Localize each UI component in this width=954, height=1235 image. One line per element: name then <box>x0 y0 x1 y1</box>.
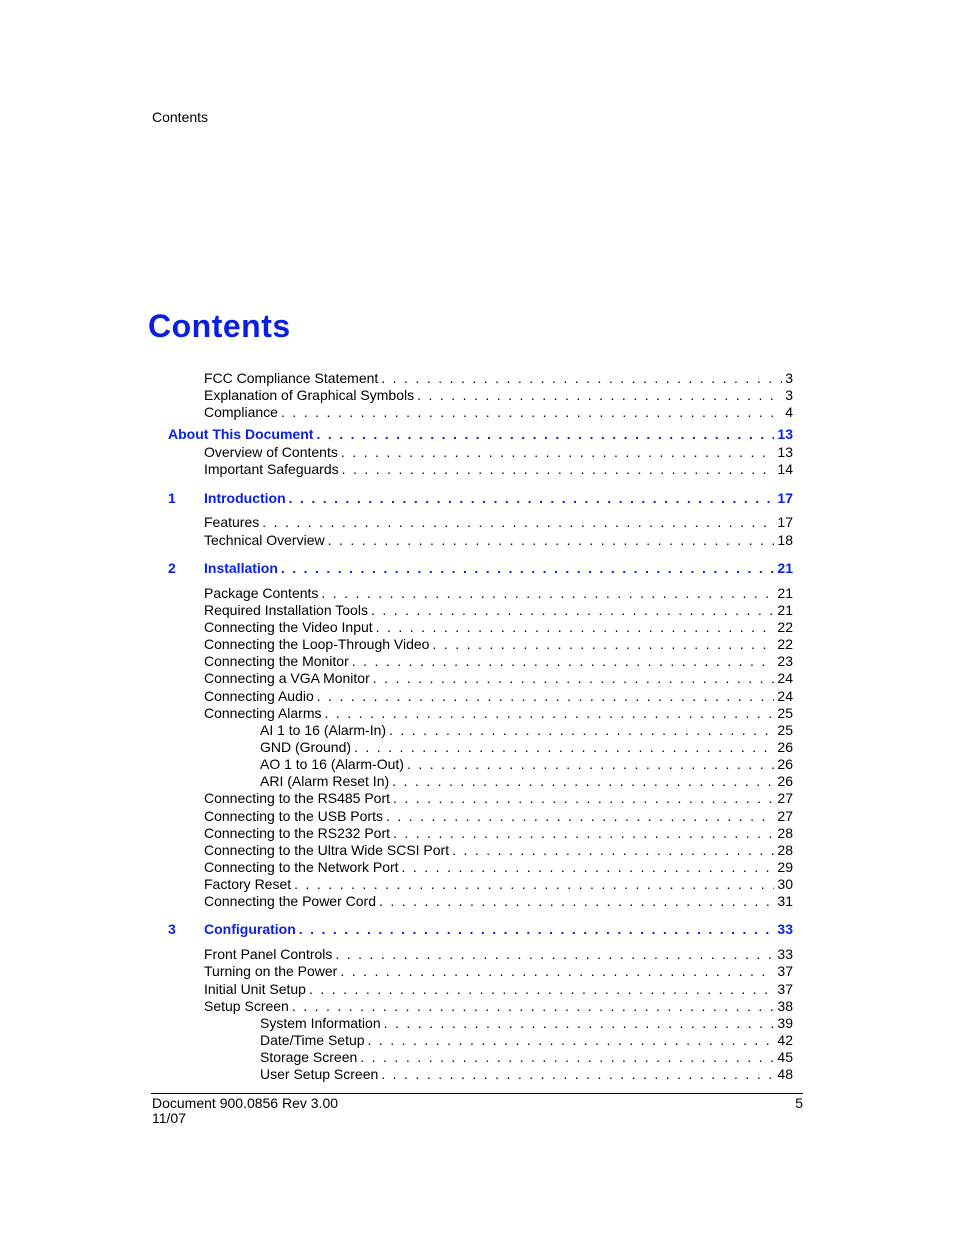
toc-chapter-number: 1 <box>168 490 176 506</box>
toc-page-number: 21 <box>777 602 793 618</box>
toc-page-number: 21 <box>777 560 793 576</box>
toc-section-entry[interactable] <box>204 998 793 1015</box>
toc-entry-title: Connecting to the USB Ports <box>204 808 383 824</box>
toc-section-entry[interactable] <box>204 532 793 549</box>
toc-section-entry[interactable] <box>204 825 793 842</box>
toc-dot-leader <box>281 560 775 577</box>
toc-page-number: 24 <box>777 670 793 686</box>
toc-entry-title: FCC Compliance Statement <box>204 370 379 386</box>
toc-page-number: 13 <box>777 426 793 442</box>
toc-dot-leader <box>379 893 774 910</box>
toc-page-number: 3 <box>785 370 793 386</box>
toc-page-number: 28 <box>777 825 793 841</box>
toc-page-number: 21 <box>777 585 793 601</box>
toc-dot-leader <box>386 808 774 825</box>
toc-section-entry[interactable] <box>204 705 793 722</box>
toc-subsection-entry[interactable] <box>260 739 793 756</box>
toc-dot-leader <box>281 404 782 421</box>
toc-entry-title: System Information <box>260 1015 381 1031</box>
toc-entry-title: AI 1 to 16 (Alarm-In) <box>260 722 387 738</box>
toc-chapter-entry[interactable] <box>168 426 793 443</box>
toc-entry-title: Configuration <box>204 921 296 937</box>
toc-dot-leader <box>393 825 774 842</box>
toc-page-number: 4 <box>785 404 793 420</box>
toc-chapter-entry[interactable] <box>168 490 793 507</box>
toc-section-entry[interactable] <box>204 514 793 531</box>
toc-page-number: 22 <box>777 636 793 652</box>
toc-entry-title: Connecting the Power Cord <box>204 893 376 909</box>
toc-dot-leader <box>432 636 774 653</box>
toc-subsection-entry[interactable] <box>260 1032 793 1049</box>
toc-dot-leader <box>341 444 775 461</box>
toc-dot-leader <box>354 739 774 756</box>
toc-dot-leader <box>316 426 774 443</box>
document-date: 11/07 <box>152 1110 186 1126</box>
toc-chapter-entry[interactable] <box>168 921 793 938</box>
toc-entry-title: Connecting the Video Input <box>204 619 373 635</box>
toc-dot-leader <box>321 585 774 602</box>
toc-dot-leader <box>384 1015 775 1032</box>
toc-dot-leader <box>381 1066 774 1083</box>
toc-chapter-number: 2 <box>168 560 176 576</box>
toc-dot-leader <box>328 532 775 549</box>
toc-page-number: 38 <box>777 998 793 1014</box>
toc-entry-title: Installation <box>204 560 278 576</box>
toc-dot-leader <box>389 722 774 739</box>
toc-page-number: 17 <box>777 514 793 530</box>
toc-dot-leader <box>376 619 775 636</box>
toc-subsection-entry[interactable] <box>260 756 793 773</box>
toc-section-entry[interactable] <box>204 946 793 963</box>
toc-section-entry[interactable] <box>204 688 793 705</box>
footer-document-info <box>152 1096 338 1126</box>
toc-section-entry[interactable] <box>204 370 793 387</box>
toc-dot-leader <box>262 514 774 531</box>
toc-section-entry[interactable] <box>204 670 793 687</box>
toc-dot-leader <box>452 842 774 859</box>
toc-dot-leader <box>325 705 775 722</box>
toc-entry-title: Connecting to the Ultra Wide SCSI Port <box>204 842 450 858</box>
toc-entry-title: Connecting Alarms <box>204 705 322 721</box>
toc-page-number: 30 <box>777 876 793 892</box>
running-header: Contents <box>152 109 209 125</box>
toc-section-entry[interactable] <box>204 963 793 980</box>
toc-section-entry[interactable] <box>204 859 793 876</box>
toc-dot-leader <box>407 756 774 773</box>
toc-page-number: 31 <box>777 893 793 909</box>
toc-dot-leader <box>360 1049 774 1066</box>
toc-page-number: 45 <box>777 1049 793 1065</box>
toc-entry-title: Storage Screen <box>260 1049 358 1065</box>
toc-entry-title: Important Safeguards <box>204 461 339 477</box>
toc-section-entry[interactable] <box>204 893 793 910</box>
toc-dot-leader <box>317 688 775 705</box>
toc-entry-title: Setup Screen <box>204 998 289 1014</box>
document-number: Document 900.0856 Rev 3.00 <box>152 1095 339 1111</box>
toc-dot-leader <box>299 921 775 938</box>
toc-section-entry[interactable] <box>204 790 793 807</box>
toc-subsection-entry[interactable] <box>260 1015 793 1032</box>
toc-dot-leader <box>392 773 774 790</box>
toc-page-number: 33 <box>777 921 793 937</box>
toc-dot-leader <box>417 387 782 404</box>
toc-section-entry[interactable] <box>204 387 793 404</box>
toc-entry-title: Factory Reset <box>204 876 292 892</box>
toc-page-number: 29 <box>777 859 793 875</box>
toc-page-number: 18 <box>777 532 793 548</box>
toc-section-entry[interactable] <box>204 808 793 825</box>
toc-dot-leader <box>352 653 775 670</box>
toc-entry-title: Required Installation Tools <box>204 602 368 618</box>
toc-page-number: 42 <box>777 1032 793 1048</box>
toc-chapter-entry[interactable] <box>168 560 793 577</box>
toc-section-entry[interactable] <box>204 444 793 461</box>
toc-entry-title: Connecting the Monitor <box>204 653 349 669</box>
toc-entry-title: Initial Unit Setup <box>204 981 306 997</box>
toc-entry-title: Turning on the Power <box>204 963 338 979</box>
toc-entry-title: Front Panel Controls <box>204 946 333 962</box>
toc-page-number: 17 <box>777 490 793 506</box>
toc-page-number: 22 <box>777 619 793 635</box>
toc-section-entry[interactable] <box>204 653 793 670</box>
toc-entry-title: Connecting to the Network Port <box>204 859 399 875</box>
toc-section-entry[interactable] <box>204 842 793 859</box>
page-title: Contents <box>148 308 291 344</box>
toc-entry-title: Connecting Audio <box>204 688 314 704</box>
toc-entry-title: AO 1 to 16 (Alarm-Out) <box>260 756 404 772</box>
toc-entry-title: Connecting the Loop-Through Video <box>204 636 430 652</box>
toc-dot-leader <box>393 790 774 807</box>
toc-page-number: 25 <box>777 705 793 721</box>
toc-dot-leader <box>289 490 775 507</box>
toc-entry-title: ARI (Alarm Reset In) <box>260 773 390 789</box>
toc-dot-leader <box>309 981 774 998</box>
toc-section-entry[interactable] <box>204 602 793 619</box>
toc-entry-title: Overview of Contents <box>204 444 338 460</box>
toc-entry-title: Connecting to the RS232 Port <box>204 825 391 841</box>
toc-entry-title: Compliance <box>204 404 278 420</box>
toc-page-number: 33 <box>777 946 793 962</box>
toc-entry-title: Date/Time Setup <box>260 1032 365 1048</box>
toc-section-entry[interactable] <box>204 585 793 602</box>
toc-entry-title: Explanation of Graphical Symbols <box>204 387 415 403</box>
toc-entry-title: Features <box>204 514 260 530</box>
toc-section-entry[interactable] <box>204 636 793 653</box>
toc-entry-title: GND (Ground) <box>260 739 352 755</box>
toc-entry-title: User Setup Screen <box>260 1066 379 1082</box>
toc-page-number: 3 <box>785 387 793 403</box>
toc-page-number: 14 <box>777 461 793 477</box>
toc-page-number: 28 <box>777 842 793 858</box>
toc-page-number: 26 <box>777 773 793 789</box>
toc-page-number: 37 <box>777 963 793 979</box>
toc-page-number: 27 <box>777 808 793 824</box>
page-number: 5 <box>795 1095 803 1111</box>
toc-section-entry[interactable] <box>204 981 793 998</box>
toc-dot-leader <box>368 1032 775 1049</box>
toc-page-number: 26 <box>777 739 793 755</box>
toc-entry-title: Connecting a VGA Monitor <box>204 670 370 686</box>
toc-dot-leader <box>294 876 774 893</box>
footer-divider <box>151 1093 803 1094</box>
toc-dot-leader <box>340 963 774 980</box>
toc-chapter-number: 3 <box>168 921 176 937</box>
toc-entry-title: Technical Overview <box>204 532 325 548</box>
toc-page-number: 37 <box>777 981 793 997</box>
toc-section-entry[interactable] <box>204 619 793 636</box>
toc-dot-leader <box>371 602 774 619</box>
toc-entry-title: Package Contents <box>204 585 319 601</box>
toc-page-number: 48 <box>777 1066 793 1082</box>
toc-subsection-entry[interactable] <box>260 722 793 739</box>
toc-page-number: 25 <box>777 722 793 738</box>
toc-subsection-entry[interactable] <box>260 773 793 790</box>
toc-subsection-entry[interactable] <box>260 1049 793 1066</box>
toc-page-number: 27 <box>777 790 793 806</box>
toc-dot-leader <box>402 859 775 876</box>
toc-section-entry[interactable] <box>204 404 793 421</box>
toc-entry-title: Connecting to the RS485 Port <box>204 790 391 806</box>
toc-dot-leader <box>292 998 775 1015</box>
toc-subsection-entry[interactable] <box>260 1066 793 1083</box>
toc-dot-leader <box>373 670 775 687</box>
toc-page-number: 26 <box>777 756 793 772</box>
toc-section-entry[interactable] <box>204 876 793 893</box>
toc-dot-leader <box>335 946 774 963</box>
toc-dot-leader <box>342 461 775 478</box>
toc-section-entry[interactable] <box>204 461 793 478</box>
toc-page-number: 13 <box>777 444 793 460</box>
toc-dot-leader <box>381 370 782 387</box>
toc-entry-title: Introduction <box>204 490 286 506</box>
toc-page-number: 24 <box>777 688 793 704</box>
toc-entry-title: About This Document <box>168 426 314 442</box>
toc-page-number: 39 <box>777 1015 793 1031</box>
toc-page-number: 23 <box>777 653 793 669</box>
